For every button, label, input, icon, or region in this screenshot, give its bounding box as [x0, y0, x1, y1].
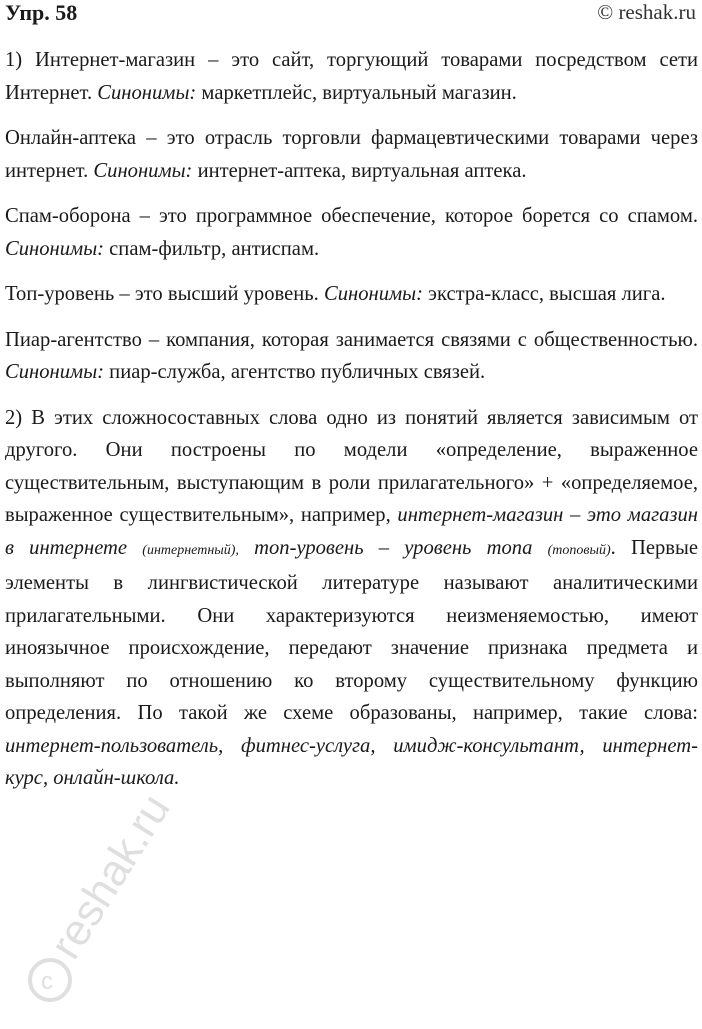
- definition-text: Спам-оборона – это программное обеспечение, которое борется со спамом.: [5, 205, 698, 227]
- example-internet-shop: интернет-магазин – это магазин в интернете: [5, 504, 698, 559]
- synonyms-text: спам-фильтр, антиспам.: [109, 237, 320, 260]
- reshak-watermark-icon: [12, 780, 202, 1010]
- document-body: [5, 44, 698, 806]
- svg-text:c: c: [41, 968, 53, 995]
- paragraph-pr-agency: [5, 324, 698, 389]
- paragraph-internet-shop: [5, 44, 698, 109]
- example-top-level: топ-уровень – уровень топа: [254, 536, 533, 559]
- example-internet-shop-note: (интернетный),: [142, 542, 239, 558]
- paragraph-top-level: [5, 278, 698, 311]
- synonyms-label: Синонимы:: [97, 81, 197, 104]
- examples-list: интернет-пользователь, фитнес-услуга, имидж-консультант, интернет-курс, онлайн-школа.: [5, 734, 698, 789]
- synonyms-label: Синонимы:: [5, 237, 105, 260]
- paragraph-analysis: [5, 402, 698, 795]
- synonyms-text: маркетплейс, виртуальный магазин.: [201, 81, 517, 104]
- synonyms-text: экстра-класс, высшая лига.: [428, 283, 666, 305]
- page-header: [0, 0, 702, 30]
- synonyms-text: пиар-служба, агентство публичных связей.: [109, 361, 486, 383]
- site-credit: © reshak.ru: [597, 0, 696, 24]
- paragraph-online-pharmacy: [5, 122, 698, 187]
- example-top-level-note: (топовый): [547, 542, 611, 558]
- synonyms-text: интернет-аптека, виртуальная аптека.: [197, 159, 527, 182]
- definition-text: Пиар-агентство – компания, которая занимается связями с общественностью.: [5, 328, 698, 351]
- analysis-intro: 2) В этих сложносоставных слова одно из понятий является зависимым от другого. Они построены по модели «определение, выраженное существительным, выступающим в роли прилагательного» + «определяемое, выраженное существительным», например,: [5, 406, 698, 526]
- synonyms-label: Синонимы:: [93, 159, 193, 182]
- analysis-body: . Первые элементы в лингвистической литературе называют аналитическими прилагательными. Они характеризуются неизменяемостью, имеют иноязычное происхождение, передают значение признака предмета и выполняют по отношению ко второму существительному функцию определения. По такой же схеме образованы, например, такие слова:: [5, 536, 698, 724]
- definition-text: Онлайн-аптека – это отрасль торговли фармацевтическими товарами через интернет.: [5, 127, 698, 182]
- definition-text: Топ-уровень – это высший уровень.: [5, 283, 319, 305]
- exercise-title: Упр. 58: [5, 0, 78, 25]
- watermark-text: reshak.ru: [40, 785, 180, 968]
- synonyms-label: Синонимы:: [323, 283, 423, 305]
- definition-text: 1) Интернет-магазин – это сайт, торгующий товарами посредством сети Интернет.: [5, 49, 698, 104]
- synonyms-label: Синонимы:: [5, 361, 105, 383]
- paragraph-spam-defense: [5, 200, 698, 265]
